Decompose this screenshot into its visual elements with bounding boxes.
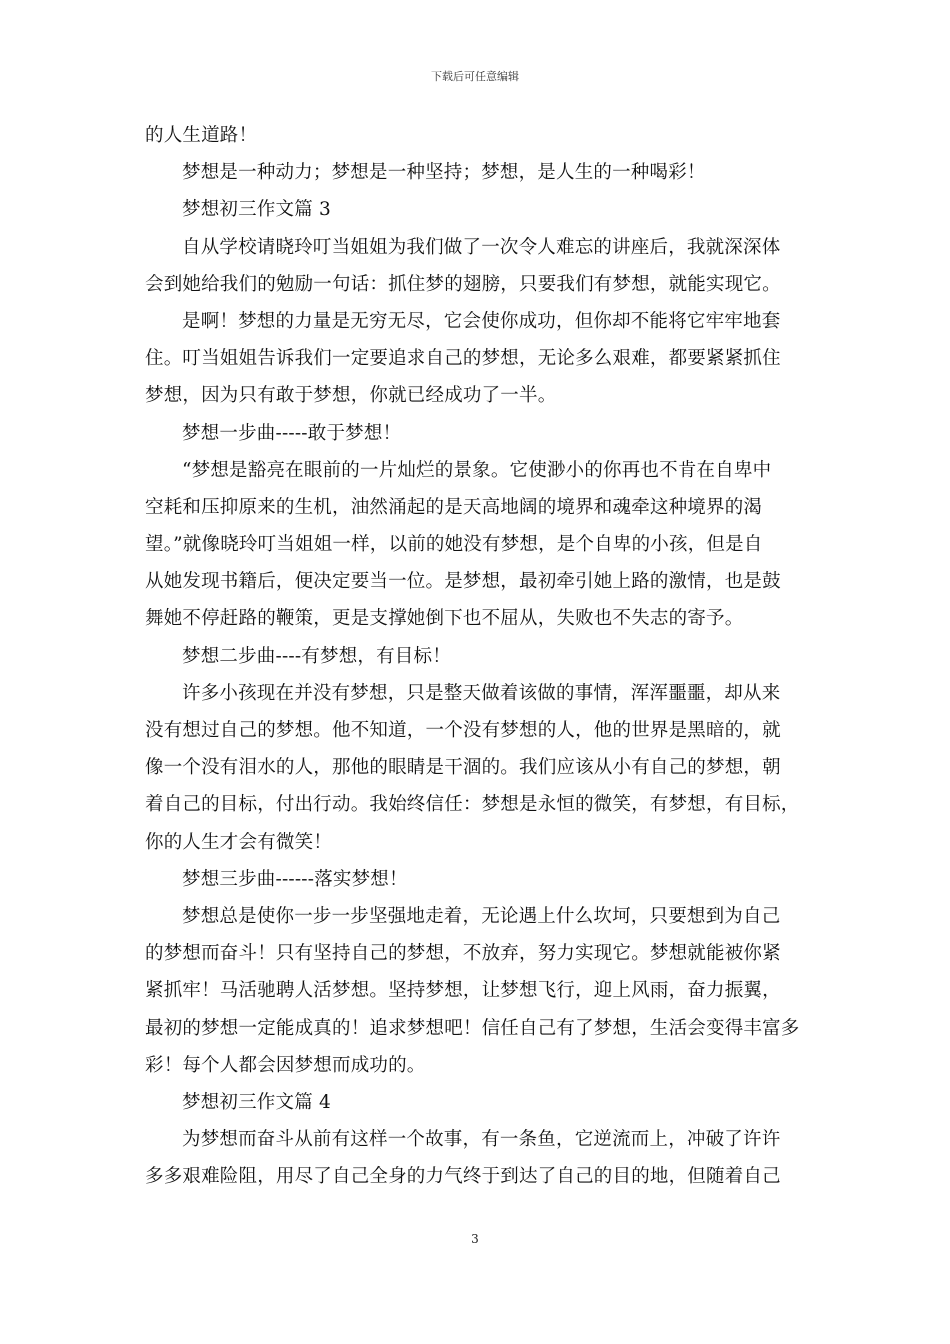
text-line: 梦想是一种动力；梦想是一种坚持；梦想，是人生的一种喝彩！ — [182, 162, 706, 184]
page-number: 3 — [471, 1232, 479, 1246]
text-line: 梦想三步曲------落实梦想！ — [182, 868, 408, 890]
text-line: 从她发现书籍后，便决定要当一位。是梦想，最初牵引她上路的激情，也是鼓 — [145, 571, 781, 593]
text-line: 彩！每个人都会因梦想而成功的。 — [145, 1054, 426, 1076]
text-line: 你的人生才会有微笑！ — [145, 831, 333, 853]
text-line: 着自己的目标，付出行动。我始终信任：梦想是永恒的微笑，有梦想，有目标， — [145, 794, 800, 816]
text-line: 没有想过自己的梦想。他不知道，一个没有梦想的人，他的世界是黑暗的，就 — [145, 720, 781, 741]
text-line: 自从学校请晓玲叮当姐姐为我们做了一次令人难忘的讲座后，我就深深体 — [182, 236, 781, 258]
text-line: 的梦想而奋斗！只有坚持自己的梦想，不放弃，努力实现它。梦想就能被你紧 — [145, 943, 781, 965]
text-line: 空耗和压抑原来的生机，油然涌起的是天高地阔的境界和魂牵这种境界的渴 — [145, 496, 763, 518]
text-line: 住。叮当姐姐告诉我们一定要追求自己的梦想，无论多么艰难，都要紧紧抓住 — [145, 348, 781, 370]
text-line: 梦想总是使你一步一步坚强地走着，无论遇上什么坎坷，只要想到为自己 — [182, 905, 781, 927]
text-line: 是啊！梦想的力量是无穷无尽，它会使你成功，但你却不能将它牢牢地套 — [182, 310, 781, 332]
text-line: 梦想，因为只有敢于梦想，你就已经成功了一半。 — [145, 385, 557, 407]
text-line: “梦想是豁亮在眼前的一片灿烂的景象。它使渺小的你再也不肯在自卑中 — [182, 459, 772, 481]
text-line: 梦想初三作文篇 4 — [182, 1091, 331, 1113]
page-header: 下载后可任意编辑 — [431, 70, 519, 83]
text-line: 会到她给我们的勉励一句话：抓住梦的翅膀，只要我们有梦想，就能实现它。 — [145, 273, 781, 295]
text-line: 梦想二步曲----有梦想，有目标！ — [182, 645, 451, 667]
text-line: 紧抓牢！马活驰聘人活梦想。坚持梦想，让梦想飞行，迎上风雨，奋力振翼， — [145, 980, 781, 1002]
text-line: 许多小孩现在并没有梦想，只是整天做着该做的事情，浑浑噩噩，却从来 — [182, 682, 781, 704]
text-line: 梦想一步曲-----敢于梦想！ — [182, 422, 402, 444]
text-line: 像一个没有泪水的人，那他的眼睛是干涸的。我们应该从小有自己的梦想，朝 — [145, 757, 781, 779]
body-text — [145, 117, 815, 1195]
text-line: 为梦想而奋斗从前有这样一个故事，有一条鱼，它逆流而上，冲破了许许 — [182, 1129, 781, 1151]
text-line: 望。”就像晓玲叮当姐姐一样，以前的她没有梦想，是个自卑的小孩，但是自 — [145, 534, 763, 556]
text-line: 梦想初三作文篇 3 — [182, 199, 331, 221]
text-line: 舞她不停赶路的鞭策，更是支撑她倒下也不屈从，失败也不失志的寄予。 — [145, 608, 744, 630]
text-line: 最初的梦想一定能成真的！追求梦想吧！信任自己有了梦想，生活会变得丰富多 — [145, 1017, 800, 1039]
text-line: 多多艰难险阻，用尽了自己全身的力气终于到达了自己的目的地，但随着自己 — [145, 1166, 781, 1188]
text-line: 的人生道路！ — [145, 125, 258, 146]
